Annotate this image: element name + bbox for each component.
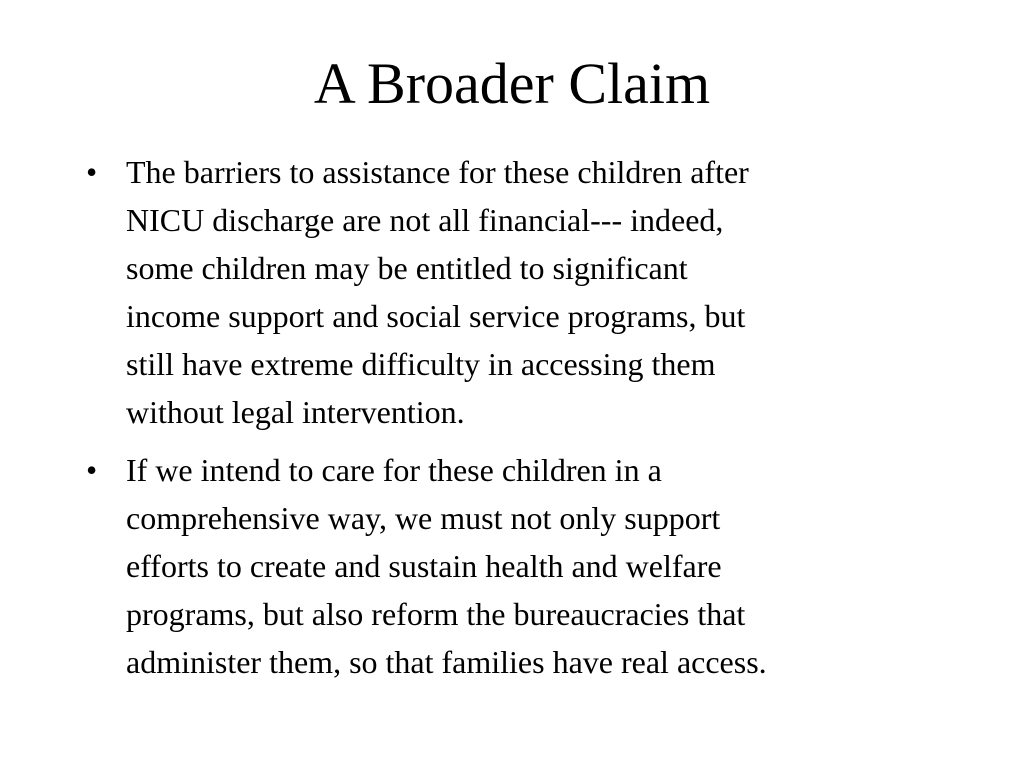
bullet-item-2 — [86, 446, 946, 686]
bullet-marker: • — [86, 154, 98, 190]
bullet-1-line-4: income support and social service programs, but — [126, 298, 746, 334]
bullet-2-line-2: comprehensive way, we must not only support — [126, 500, 721, 536]
bullet-1-line-5: still have extreme difficulty in accessing them — [126, 346, 716, 382]
slide-title: A Broader Claim — [313, 51, 711, 116]
bullet-1-line-2: NICU discharge are not all financial--- indeed, — [126, 202, 724, 238]
bullet-1-line-3: some children may be entitled to significant — [126, 250, 688, 286]
bullet-marker: • — [86, 452, 98, 488]
bullet-1-line-6: without legal intervention. — [126, 394, 465, 430]
bullet-2-line-5: administer them, so that families have real access. — [126, 644, 767, 680]
bullet-2-line-3: efforts to create and sustain health and welfare — [126, 548, 722, 584]
bullet-2-line-1: If we intend to care for these children in a — [126, 452, 662, 488]
bullet-item-1 — [86, 148, 946, 436]
bullet-2-line-4: programs, but also reform the bureaucracies that — [126, 596, 746, 632]
bullet-list — [86, 148, 946, 696]
bullet-1-line-1: The barriers to assistance for these children after — [126, 154, 749, 190]
